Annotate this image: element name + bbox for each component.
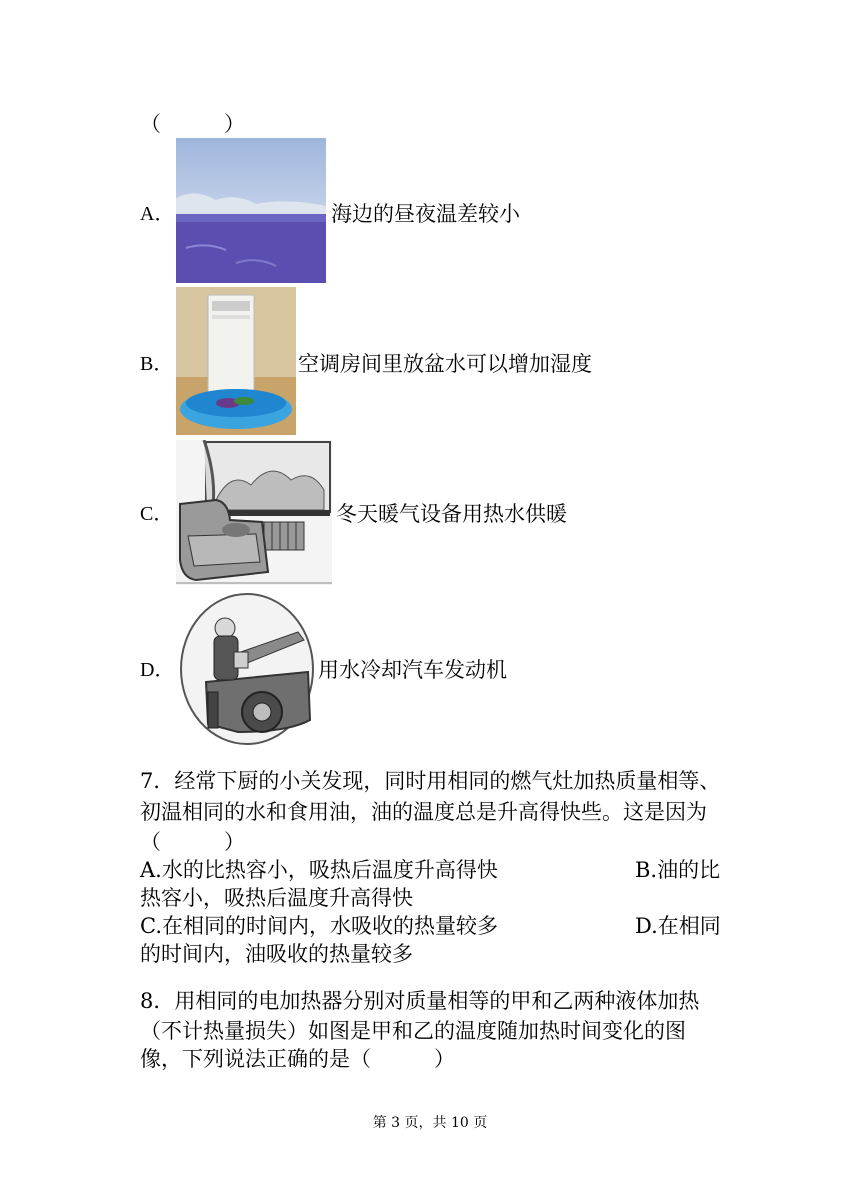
q6-answer-bracket: （ ） xyxy=(140,112,245,136)
seaside-image xyxy=(176,138,326,283)
q8-line-2: （不计热量损失）如图是甲和乙的温度随加热时间变化的图 xyxy=(140,1019,686,1043)
option-a-text: 海边的昼夜温差较小 xyxy=(331,202,520,226)
q8-line-1: 8．用相同的电加热器分别对质量相等的甲和乙两种液体加热 xyxy=(140,989,700,1013)
q7-option-d-cont: 的时间内，油吸收的热量较多 xyxy=(140,942,413,966)
option-d-text: 用水冷却汽车发动机 xyxy=(318,658,507,682)
q7-line-2: 初温相同的水和食用油，油的温度总是升高得快些。这是因为 xyxy=(140,800,707,824)
q7-line-1: 7．经常下厨的小关发现，同时用相同的燃气灶加热质量相等、 xyxy=(140,769,721,793)
option-a-letter: A． xyxy=(140,203,175,225)
option-c-letter: C． xyxy=(140,503,174,525)
q7-line-3: （ ） xyxy=(140,830,245,854)
heating-radiator-image xyxy=(176,440,332,585)
q8-line-3: 像，下列说法正确的是（ ） xyxy=(140,1047,455,1071)
option-c-text: 冬天暖气设备用热水供暖 xyxy=(336,502,567,526)
air-conditioner-room-image xyxy=(176,287,296,435)
q7-option-c: C.在相同的时间内，水吸收的热量较多 xyxy=(140,914,498,938)
option-d-letter: D． xyxy=(140,659,175,681)
q7-option-d-start: D.在相同 xyxy=(635,914,721,938)
car-engine-cooling-image xyxy=(178,592,316,746)
q7-option-a: A.水的比热容小，吸热后温度升高得快 xyxy=(140,858,498,882)
q7-option-b-cont: 热容小，吸热后温度升高得快 xyxy=(140,886,413,910)
option-b-text: 空调房间里放盆水可以增加湿度 xyxy=(298,352,592,376)
page-footer: 第 3 页，共 10 页 xyxy=(372,1115,488,1131)
option-b-letter: B． xyxy=(140,353,174,375)
q7-option-b-start: B.油的比 xyxy=(635,858,721,882)
